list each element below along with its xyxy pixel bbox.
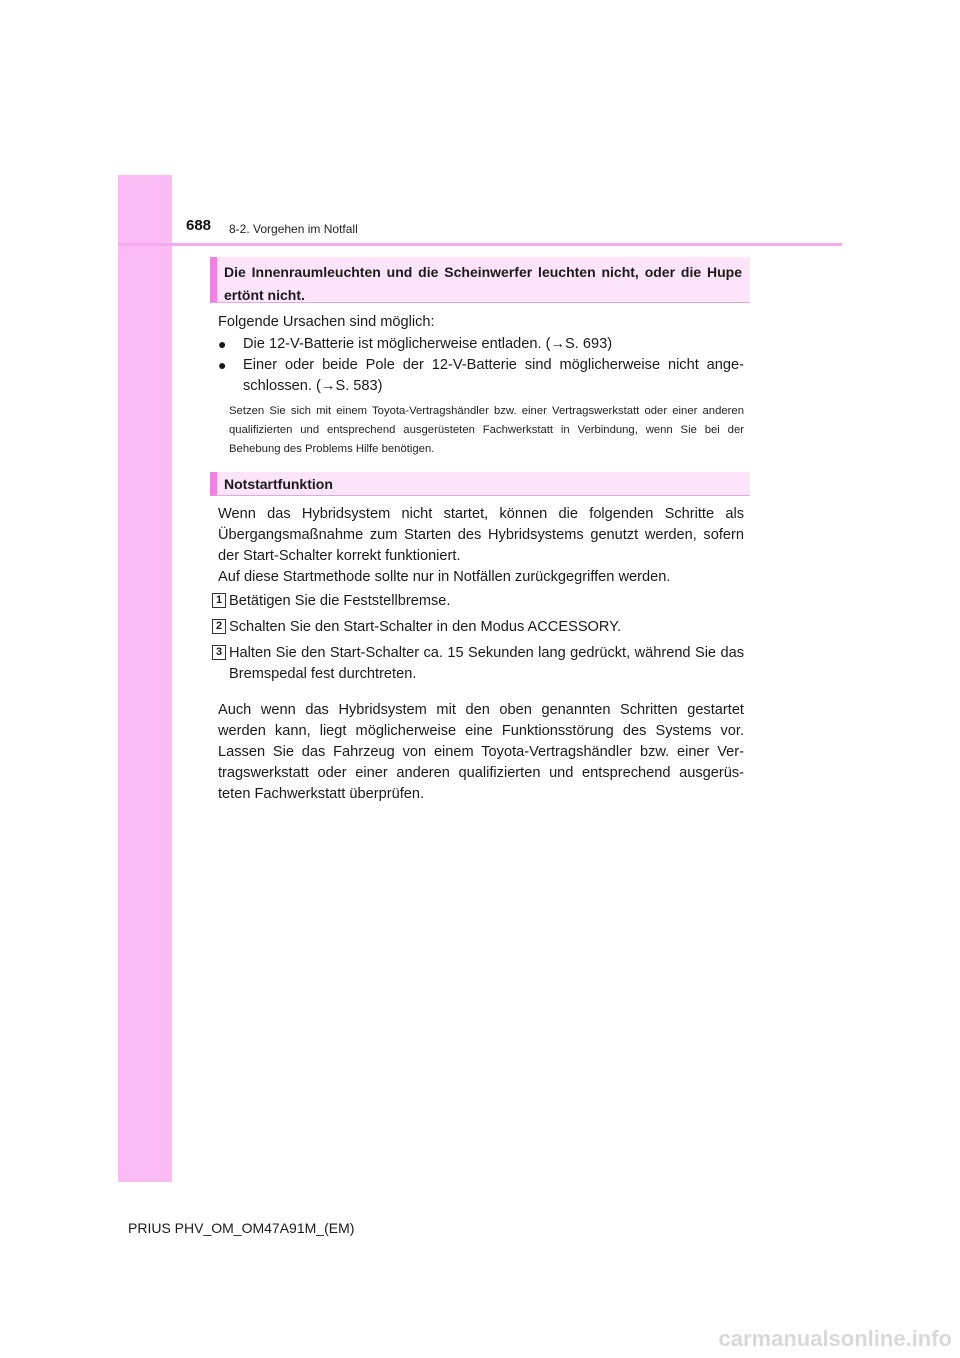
section-heading-emergency-start: Notstartfunktion: [210, 472, 750, 496]
side-color-strip: [118, 175, 172, 1182]
step-number: 1: [212, 593, 226, 608]
step-text: Schalten Sie den Start-Schalter in den Modus ACCESSORY.: [229, 619, 622, 635]
step-item: [212, 617, 744, 638]
step-item: [212, 591, 744, 612]
header-rule: [118, 243, 842, 246]
bullet-item: [218, 355, 744, 397]
watermark: carmanualsonline.info: [718, 1326, 952, 1351]
document-code: PRIUS PHV_OM_OM47A91M_(EM): [128, 1220, 355, 1236]
step-item: [212, 643, 744, 685]
step-number: 3: [212, 645, 226, 660]
bullet-dot-icon: ●: [218, 357, 227, 373]
section-heading-lights: Die Innenraumleuchten und die Scheinwerfer leuchten nicht, oder die Hupe ertönt nicht.: [210, 257, 750, 303]
section-title: 8-2. Vorgehen im Notfall: [229, 222, 358, 236]
bullet-text: Einer oder beide Pole der 12-V-Batterie sind möglicherweise nicht ange-schlossen. (→S. 583): [243, 357, 744, 394]
emergency-start-intro-text: Wenn das Hybridsystem nicht startet, können die folgenden Schritte als Übergangsmaßnahme zum Starten des Hybridsystems genutzt werden, sofern der Start-Schalter korrekt funktioniert.: [218, 506, 744, 564]
bullet-dot-icon: ●: [218, 336, 227, 352]
emergency-start-note: Auf diese Startmethode sollte nur in Notfällen zurückgegriffen werden.: [218, 569, 671, 585]
bullet-item: [218, 334, 744, 355]
dealer-note: Setzen Sie sich mit einem Toyota-Vertragshändler bzw. einer Vertragswerkstatt oder einer anderen qualifizierten und entsprechend ausgerüsteten Fachwerkstatt in Verbindung, wenn Sie bei der Behebung des Problems Hilfe benötigen.: [229, 405, 744, 455]
step-text: Betätigen Sie die Feststellbremse.: [229, 593, 451, 609]
step-text: Halten Sie den Start-Schalter ca. 15 Sekunden lang gedrückt, während Sie das Bremspedal fest durchtreten.: [229, 645, 744, 682]
malfunction-warning: Auch wenn das Hybridsystem mit den oben genannten Schritten gestartet werden kann, liegt möglicherweise eine Funktionsstörung des Systems vor. Lassen Sie das Fahrzeug von einem Toyota-Vertragshändler bzw. einer Ver-tragswerkstatt oder einer anderen qualifizierten und entsprechend ausgerüs-teten Fachwerkstatt überprüfen.: [218, 702, 744, 802]
emergency-start-intro: [218, 504, 744, 588]
causes-intro: Folgende Ursachen sind möglich:: [218, 314, 435, 330]
step-number: 2: [212, 619, 226, 634]
page-number: 688: [186, 217, 212, 234]
bullet-text: Die 12-V-Batterie ist möglicherweise entladen. (→S. 693): [243, 336, 613, 352]
